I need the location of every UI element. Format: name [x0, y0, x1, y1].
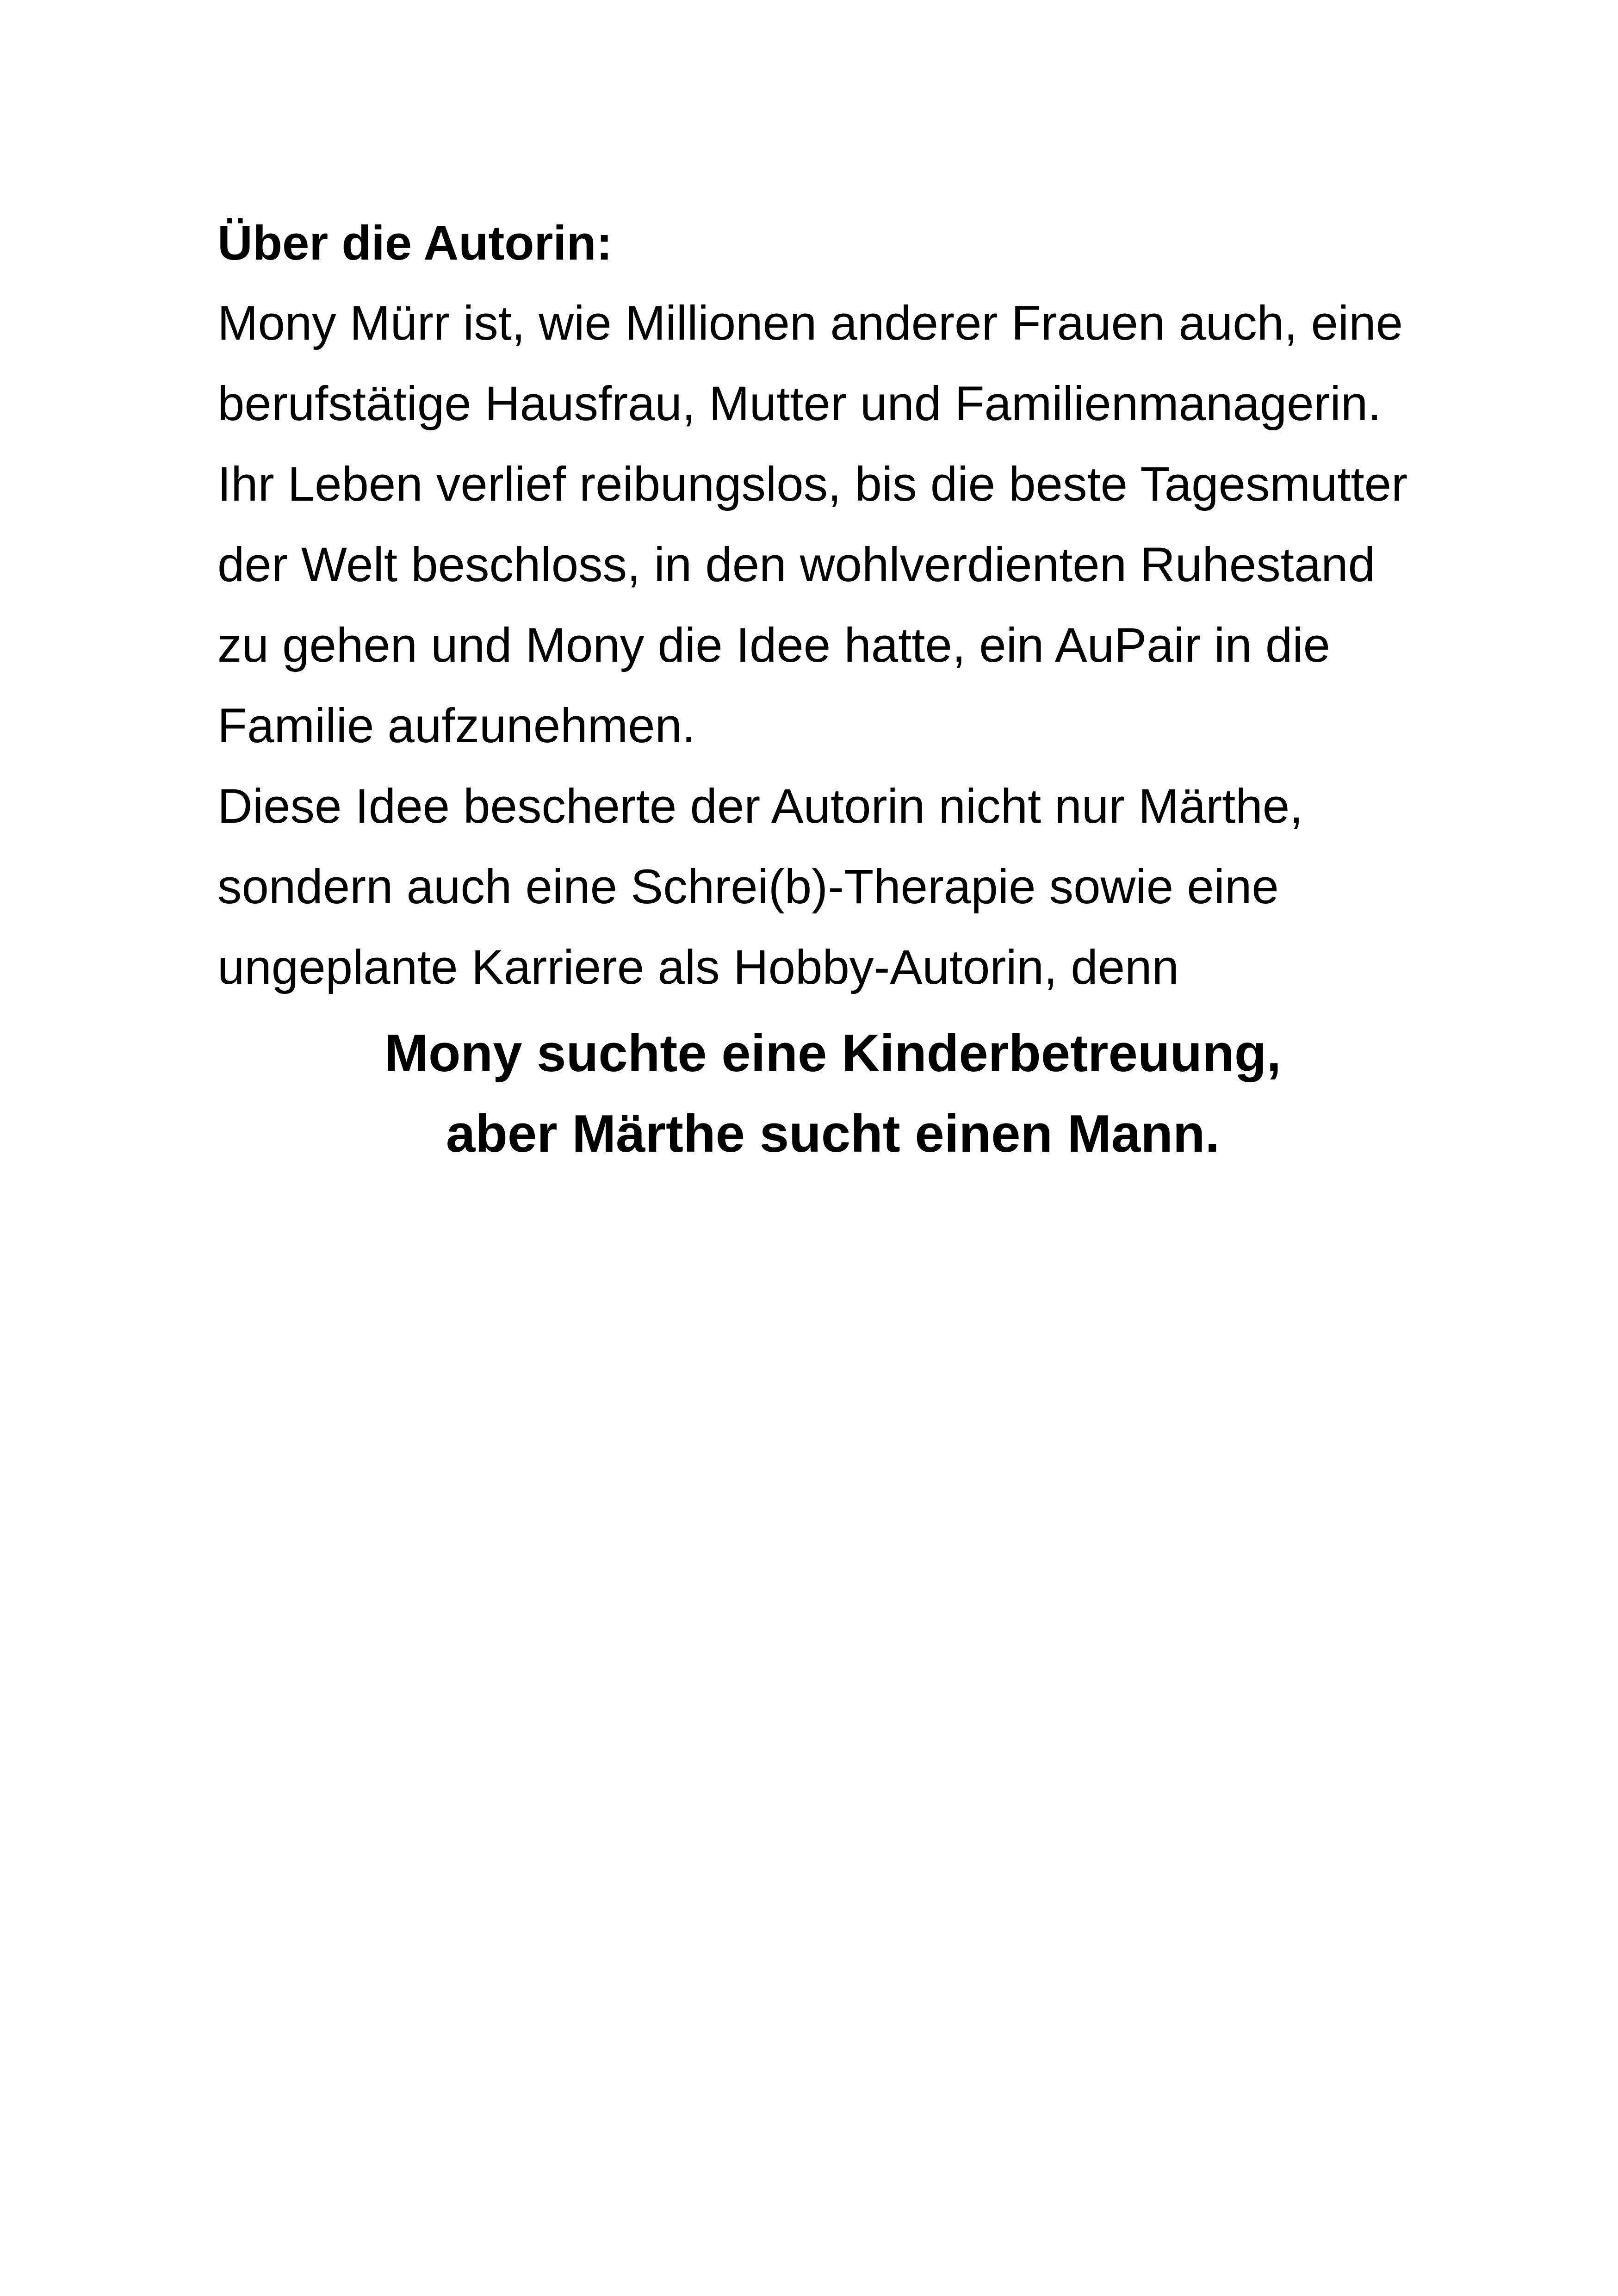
- tagline-line: aber Märthe sucht einen Mann.: [446, 1105, 1220, 1163]
- tagline-line: Mony suchte eine Kinderbetreuung,: [384, 1024, 1282, 1083]
- bio-line: Familie aufzunehmen.: [217, 699, 696, 753]
- bio-line: Mony Mürr ist, wie Millionen anderer Frauen auch, eine: [217, 296, 1403, 350]
- bio-line: berufstätige Hausfrau, Mutter und Familienmanagerin.: [217, 377, 1382, 431]
- bio-line: Diese Idee bescherte der Autorin nicht nur Märthe,: [217, 779, 1303, 833]
- section-heading: Über die Autorin:: [217, 216, 613, 270]
- bio-line: zu gehen und Mony die Idee hatte, ein AuPair in die: [217, 618, 1331, 672]
- author-bio-section: [217, 204, 1467, 1174]
- bio-paragraph: [217, 283, 1467, 1008]
- closing-tagline: [217, 1013, 1448, 1174]
- bio-line: Ihr Leben verlief reibungslos, bis die beste Tagesmutter: [217, 457, 1408, 511]
- bio-line: sondern auch eine Schrei(b)-Therapie sowie eine: [217, 860, 1279, 914]
- bio-line: ungeplante Karriere als Hobby-Autorin, denn: [217, 940, 1179, 994]
- bio-line: der Welt beschloss, in den wohlverdienten Ruhestand: [217, 538, 1376, 592]
